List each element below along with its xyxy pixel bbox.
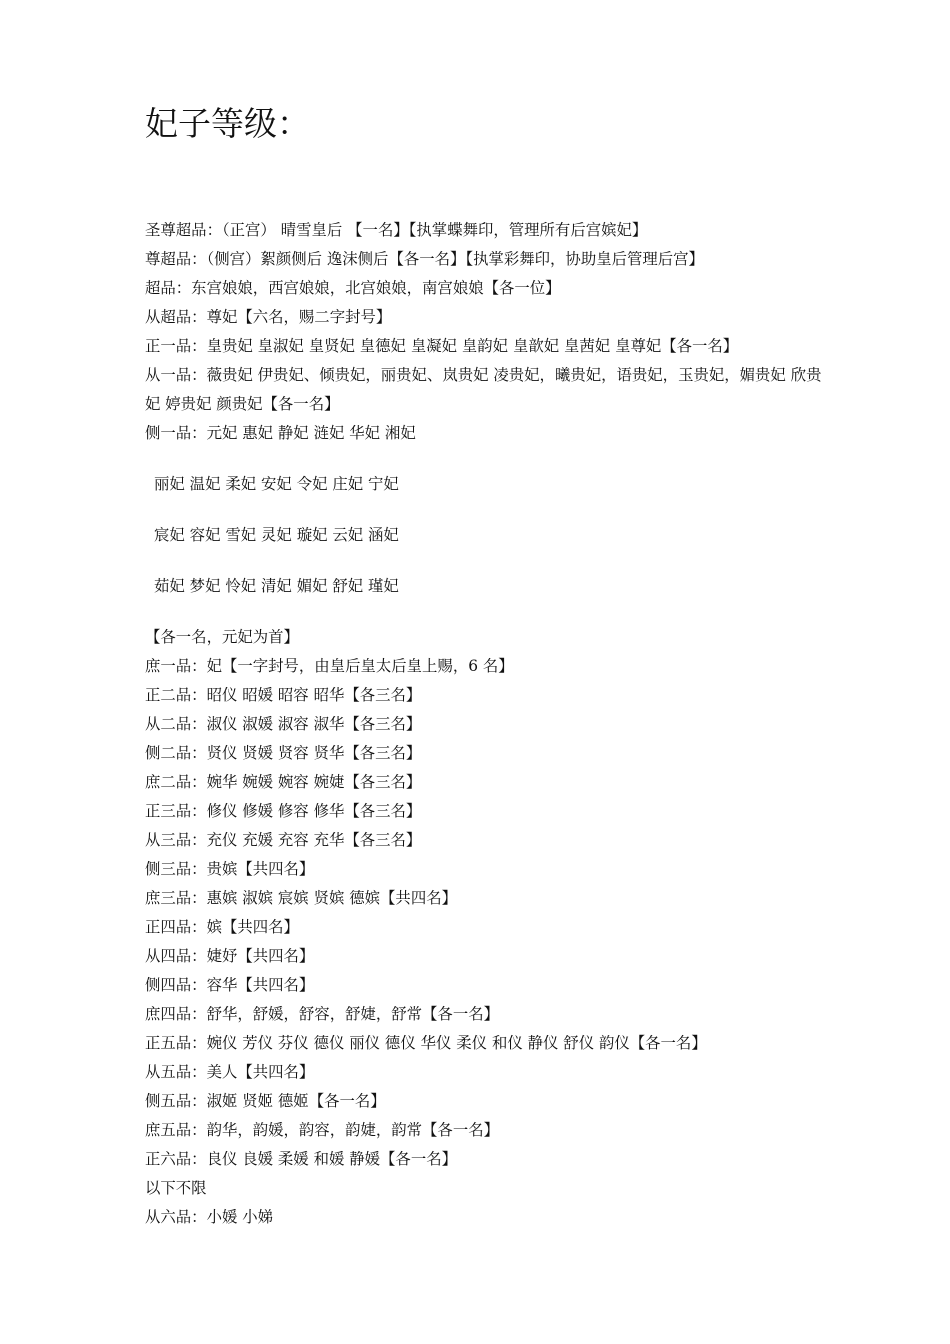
rank-line: 正三品：修仪 修媛 修容 修华【各三名】 [145, 802, 422, 820]
rank-line: 侧五品：淑姬 贤姬 德姬【各一名】 [145, 1092, 386, 1110]
rank-note: 【各一名，元妃为首】 [145, 628, 299, 646]
rank-subline: 宸妃 容妃 雪妃 灵妃 璇妃 云妃 涵妃 [154, 526, 399, 544]
rank-line: 圣尊超品：（正宫） 晴雪皇后 【一名】【执掌蝶舞印，管理所有后宫嫔妃】 [145, 221, 648, 239]
rank-subline: 茹妃 梦妃 怜妃 清妃 媚妃 舒妃 瑾妃 [154, 577, 399, 595]
rank-line: 正五品：婉仪 芳仪 芬仪 德仪 丽仪 德仪 华仪 柔仪 和仪 静仪 舒仪 韵仪【各一名】 [145, 1034, 707, 1052]
rank-line: 从三品：充仪 充媛 充容 充华【各三名】 [145, 831, 422, 849]
rank-list [145, 216, 825, 1232]
rank-line: 侧一品：元妃 惠妃 静妃 涟妃 华妃 湘妃 [145, 424, 416, 442]
rank-line: 侧三品：贵嫔【共四名】 [145, 860, 315, 878]
rank-line: 庶二品：婉华 婉媛 婉容 婉婕【各三名】 [145, 773, 422, 791]
rank-line: 从一品：薇贵妃 伊贵妃、倾贵妃，丽贵妃、岚贵妃 凌贵妃，曦贵妃，语贵妃，玉贵妃，媚贵妃 欣贵妃 婷贵妃 颜贵妃【各一名】 [145, 366, 822, 413]
rank-line: 从五品：美人【共四名】 [145, 1063, 315, 1081]
rank-line: 尊超品：（侧宫）絮颜侧后 逸沫侧后【各一名】【执掌彩舞印，协助皇后管理后宫】 [145, 250, 704, 268]
rank-line: 庶四品：舒华，舒媛，舒容，舒婕，舒常【各一名】 [145, 1005, 499, 1023]
rank-line: 超品：东宫娘娘，西宫娘娘，北宫娘娘，南宫娘娘【各一位】 [145, 279, 561, 297]
rank-line: 庶三品：惠嫔 淑嫔 宸嫔 贤嫔 德嫔【共四名】 [145, 889, 457, 907]
rank-line: 从六品：小媛 小娣 [145, 1208, 274, 1226]
rank-note: 以下不限 [145, 1179, 207, 1197]
rank-subline: 丽妃 温妃 柔妃 安妃 令妃 庄妃 宁妃 [154, 475, 399, 493]
rank-line: 侧四品：容华【共四名】 [145, 976, 315, 994]
rank-line: 从四品：婕妤【共四名】 [145, 947, 315, 965]
rank-line: 正二品：昭仪 昭媛 昭容 昭华【各三名】 [145, 686, 422, 704]
rank-line: 侧二品：贤仪 贤媛 贤容 贤华【各三名】 [145, 744, 422, 762]
rank-line: 正四品：嫔【共四名】 [145, 918, 299, 936]
rank-line: 庶五品：韵华，韵媛，韵容，韵婕，韵常【各一名】 [145, 1121, 499, 1139]
page-title: 妃子等级： [145, 104, 310, 143]
rank-line: 正一品：皇贵妃 皇淑妃 皇贤妃 皇德妃 皇凝妃 皇韵妃 皇歆妃 皇茜妃 皇尊妃【各一名】 [145, 337, 739, 355]
rank-line: 从二品：淑仪 淑媛 淑容 淑华【各三名】 [145, 715, 422, 733]
rank-line: 正六品：良仪 良媛 柔媛 和媛 静媛【各一名】 [145, 1150, 457, 1168]
rank-line: 从超品：尊妃【六名，赐二字封号】 [145, 308, 392, 326]
rank-line: 庶一品：妃【一字封号，由皇后皇太后皇上赐，6 名】 [145, 657, 514, 675]
